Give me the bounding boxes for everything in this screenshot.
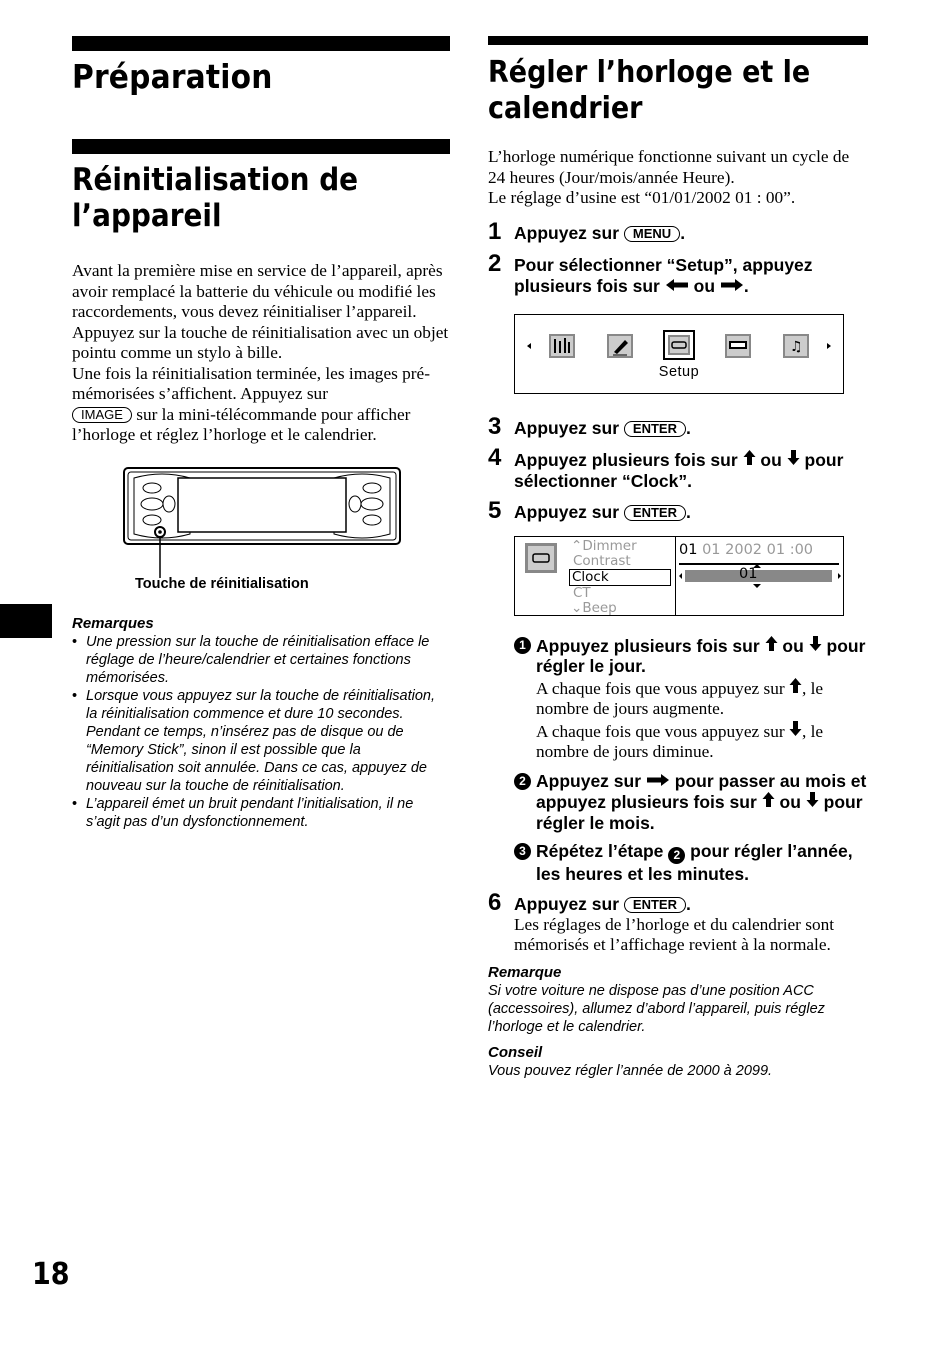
left-arrow-icon bbox=[665, 278, 689, 292]
menu-item: CT bbox=[573, 584, 591, 601]
paragraph bbox=[72, 364, 450, 446]
tip-title: Conseil bbox=[488, 1043, 543, 1061]
remark-text: Si votre voiture ne dispose pas d’une position ACC (accessoires), allumez d’abord l’appareil, puis réglez l’horloge et le calendrier. bbox=[488, 982, 825, 1035]
right-arrow-icon bbox=[827, 343, 831, 349]
paragraph: A chaque fois que vous appuyez sur , le nombre de jours diminue. bbox=[536, 721, 824, 761]
heading-rule bbox=[72, 139, 450, 154]
step-5: 5 Appuyez sur ENTER . bbox=[488, 496, 691, 524]
step-number: 4 bbox=[488, 443, 502, 471]
left-arrow-icon bbox=[679, 573, 682, 579]
left-arrow-icon bbox=[527, 343, 531, 349]
step-number: 6 bbox=[488, 888, 502, 916]
setup-label: Setup bbox=[658, 363, 700, 380]
music-note-icon bbox=[783, 334, 809, 358]
remark-title: Remarque bbox=[488, 963, 562, 981]
tip-text: Vous pouvez régler l’année de 2000 à 2099. bbox=[488, 1062, 773, 1079]
left-column bbox=[72, 36, 450, 832]
device-illustration bbox=[72, 464, 450, 594]
step-text: Appuyez sur bbox=[514, 501, 620, 522]
list-item: • Lorsque vous appuyez sur la touche de réinitialisation, la réinitialisation commence et dure 10 secondes. Pendant ce temps, n’insérez pas de disque ou de “Memory Stick”, sinon il est possible que la réinitialisation soit annulée. Dans ce cas, appuyez de nouveau sur la touche de réinitialisation. bbox=[72, 687, 450, 796]
step-number: 3 bbox=[488, 412, 502, 440]
display-icon bbox=[725, 334, 751, 358]
down-arrow-icon bbox=[753, 584, 761, 588]
down-arrow-icon bbox=[787, 449, 800, 466]
menu-item: ⌃Dimmer bbox=[571, 537, 637, 554]
step-number: 5 bbox=[488, 496, 502, 524]
step-text: Appuyez plusieurs fois sur bbox=[514, 449, 738, 470]
enter-key: ENTER bbox=[624, 505, 686, 521]
step-reference: 2 bbox=[668, 847, 685, 864]
substep-number: 3 bbox=[514, 843, 531, 860]
clock-value-selector bbox=[675, 561, 845, 609]
menu-key: MENU bbox=[624, 226, 680, 242]
down-arrow-icon bbox=[809, 635, 822, 652]
page-number: 18 bbox=[32, 1257, 70, 1292]
step-2: 2 Pour sélectionner “Setup”, appuyez plusieurs fois sur ou . bbox=[488, 249, 813, 296]
notes-list bbox=[72, 633, 450, 832]
chapter-title: Préparation bbox=[72, 57, 273, 96]
paragraph: A chaque fois que vous appuyez sur , le nombre de jours augmente. bbox=[536, 678, 824, 718]
setup-menu-display bbox=[514, 314, 844, 394]
substep-1: 1 Appuyez plusieurs fois sur ou pour régler le jour. A chaque fois que vous appuyez sur , le nombre de jours augmente. A chaque fois que vous appuyez sur , le nombre de jours diminue. bbox=[488, 635, 868, 763]
up-arrow-icon bbox=[789, 677, 802, 694]
substep-number: 2 bbox=[514, 773, 531, 790]
menu-item-selected: Clock bbox=[569, 569, 671, 586]
up-arrow-icon bbox=[765, 635, 778, 652]
heading-rule bbox=[488, 36, 868, 45]
step-number: 1 bbox=[488, 217, 502, 245]
equalizer-icon bbox=[549, 334, 575, 358]
car-stereo-faceplate bbox=[72, 464, 450, 594]
step-text: Appuyez sur bbox=[514, 893, 620, 914]
substep-description bbox=[536, 677, 868, 763]
enter-key: ENTER bbox=[624, 421, 686, 437]
list-item: • L’appareil émet un bruit pendant l’initialisation, il ne s’agit pas d’un dysfonctionnement. bbox=[72, 795, 450, 831]
paragraph: Appuyez sur la touche de réinitialisation avec un objet pointu comme un stylo à bille. bbox=[72, 322, 449, 362]
menu-item: Contrast bbox=[573, 552, 631, 569]
clock-intro bbox=[488, 147, 868, 209]
pen-icon bbox=[607, 334, 633, 358]
menu-item: ⌄Beep bbox=[571, 599, 617, 616]
step-1: 1 Appuyez sur MENU . bbox=[488, 217, 686, 245]
right-arrow-icon bbox=[720, 278, 744, 292]
right-arrow-icon bbox=[838, 573, 841, 579]
step-text: Appuyez sur bbox=[514, 417, 620, 438]
step-text: ou bbox=[693, 275, 716, 296]
clock-value: 01 bbox=[739, 565, 758, 582]
right-column bbox=[488, 36, 868, 1080]
step-text: Pour sélectionner “Setup”, appuyez plusieurs fois sur bbox=[514, 254, 813, 296]
up-arrow-icon bbox=[743, 449, 756, 466]
right-arrow-icon bbox=[646, 773, 670, 787]
step-text: Appuyez sur bbox=[514, 222, 620, 243]
substep-3: 3 Répétez l’étape 2 pour régler l’année, les heures et les minutes. bbox=[488, 841, 868, 885]
clock-date-readout: 01 01 2002 01 :00 bbox=[679, 541, 814, 558]
section-title-reset: Réinitialisation de l’appareil bbox=[72, 162, 359, 234]
heading-rule bbox=[72, 36, 450, 51]
paragraph: L’horloge numérique fonctionne suivant un cycle de 24 heures (Jour/mois/année Heure). bbox=[488, 147, 850, 187]
paragraph-text: sur la mini-télécommande pour afficher l’horloge et réglez l’horloge et le calendrier. bbox=[72, 404, 411, 444]
clock-menu-list bbox=[571, 539, 671, 616]
section-title-clock: Régler l’horloge et le calendrier bbox=[488, 55, 811, 126]
step-text: ou bbox=[760, 449, 782, 470]
image-key: IMAGE bbox=[72, 407, 132, 423]
substep-number: 1 bbox=[514, 637, 531, 654]
clock-menu-display bbox=[514, 536, 844, 616]
paragraph: Le réglage d’usine est “01/01/2002 01 : 00”. bbox=[488, 188, 796, 207]
list-item: • Une pression sur la touche de réinitialisation efface le réglage de l’heure/calendrier et certaines fonctions mémorisées. bbox=[72, 633, 450, 687]
setup-icon bbox=[663, 330, 695, 360]
section-tab bbox=[0, 604, 52, 638]
setup-menu-icons bbox=[515, 315, 843, 393]
step-3: 3 Appuyez sur ENTER . bbox=[488, 412, 691, 440]
reset-instructions bbox=[72, 261, 450, 446]
reset-button-label: Touche de réinitialisation bbox=[135, 575, 309, 592]
up-arrow-icon bbox=[762, 791, 775, 808]
svg-text:♫: ♫ bbox=[790, 338, 803, 355]
down-arrow-icon bbox=[789, 720, 802, 737]
down-arrow-icon bbox=[806, 791, 819, 808]
step-4 bbox=[488, 443, 868, 492]
paragraph-text: Une fois la réinitialisation terminée, les images pré-mémorisées s’affichent. Appuyez sur bbox=[72, 363, 430, 403]
step-description: Les réglages de l’horloge et du calendrier sont mémorisés et l’affichage revient à la normale. bbox=[514, 914, 835, 954]
paragraph: Avant la première mise en service de l’appareil, après avoir remplacé la batterie du véhicule ou modifié les raccordements, vous devez réinitialiser l’appareil. bbox=[72, 261, 443, 321]
step-6: 6 Appuyez sur ENTER . Les réglages de l’horloge et du calendrier sont mémorisés et l’affichage revient à la normale. bbox=[488, 894, 868, 956]
substep-2: 2 Appuyez sur pour passer au mois et appuyez plusieurs fois sur ou pour régler le mois. bbox=[488, 771, 868, 834]
step-text: pour sélectionner “Clock”. bbox=[514, 449, 844, 491]
enter-key: ENTER bbox=[624, 897, 686, 913]
step-number: 2 bbox=[488, 249, 502, 277]
notes-title: Remarques bbox=[72, 614, 154, 632]
setup-icon bbox=[525, 543, 557, 573]
